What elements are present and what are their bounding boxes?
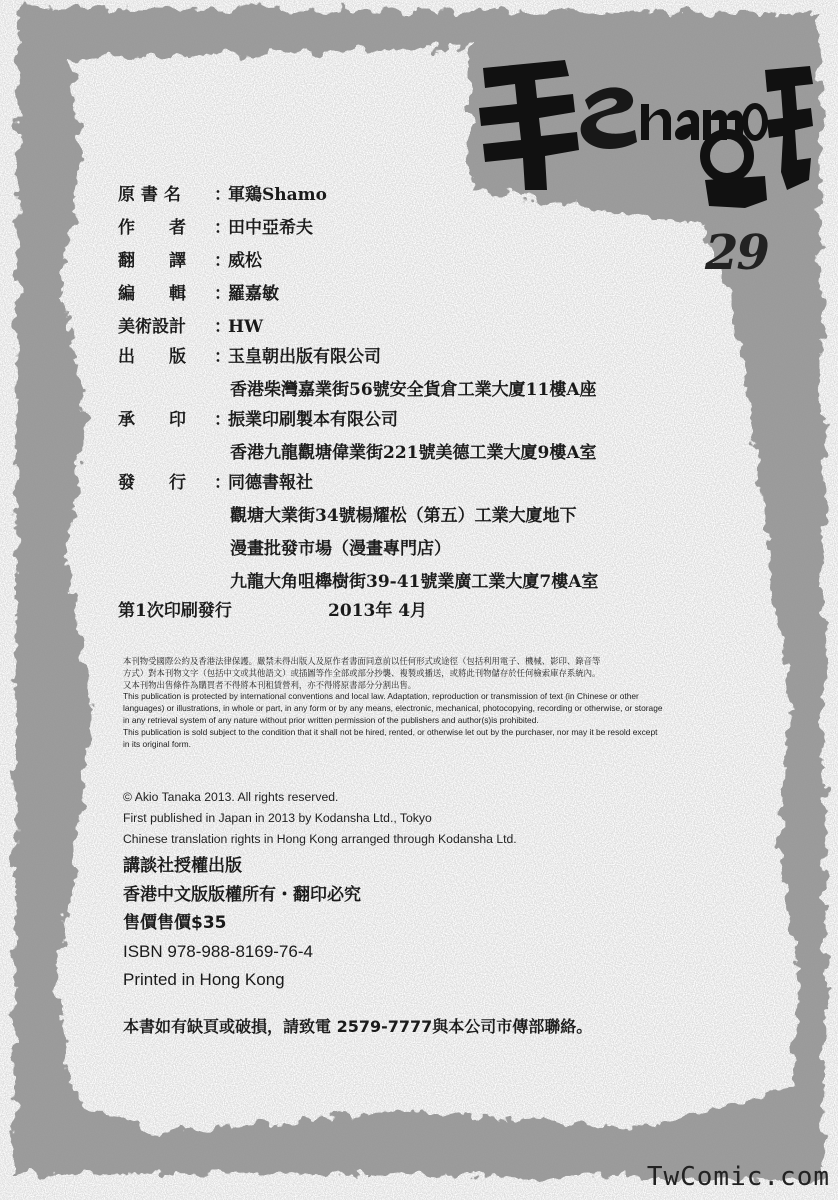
print-date: 2013年 4月 (328, 601, 428, 621)
publication-info (123, 852, 763, 995)
credit-colon: ： (214, 284, 231, 304)
address-text: 九龍大角咀櫸樹街39-41號業廣工業大廈7樓A室 (230, 572, 599, 592)
credit-value: 羅嘉敏 (228, 284, 279, 304)
credit-label: 美術設計 (118, 317, 186, 337)
copyright-block (123, 787, 763, 850)
credit-label: 承 印 (118, 410, 186, 430)
credit-colon: ： (214, 473, 231, 493)
credit-value: 田中亞希夫 (228, 218, 313, 238)
legal-line: 方式）對本刊物文字（包括中文或其他語文）或插圖等作全部或部分抄襲、複製或播送，或將此刊物儲存於任何檢索庫存系統內。 (123, 667, 601, 678)
credit-value: 威松 (228, 251, 262, 271)
legal-notice (123, 656, 773, 750)
legal-line: This publication is protected by international conventions and local law. Adaptation, reproduction or transmission of text (in Chinese or other (123, 691, 639, 702)
site-watermark: TwComic.com (646, 1162, 830, 1192)
rights-text: 香港中文版版權所有・翻印必究 (123, 884, 361, 905)
credit-value: 振業印刷製本有限公司 (228, 410, 398, 430)
credit-value: HW (228, 317, 264, 337)
first-print-label: 第1次印刷發行 (118, 601, 232, 621)
address-text: 漫畫批發市場（漫畫專門店） (230, 539, 451, 559)
credit-label: 出 版 (118, 347, 186, 367)
credit-label: 作 者 (118, 218, 186, 238)
credit-value: 同德書報社 (228, 473, 313, 493)
copyright-line: © Akio Tanaka 2013. All rights reserved. (123, 790, 339, 804)
legal-line: This publication is sold subject to the condition that it shall not be hired, rented, or otherwise let out by the purchaser, nor may it be resold except (123, 726, 658, 737)
credit-colon: ： (214, 251, 231, 271)
credit-colon: ： (214, 218, 231, 238)
address-text: 觀塘大業街34號楊耀松（第五）工業大廈地下 (230, 506, 577, 526)
credit-value: 玉皇朝出版有限公司 (228, 347, 381, 367)
credit-label: 編 輯 (118, 284, 186, 304)
address-text: 香港九龍觀塘偉業街221號美德工業大廈9樓A室 (230, 443, 597, 463)
legal-line: languages) or illustrations, in whole or part, in any form or by any means, electronic, mechanical, photocopying, recording or otherwise, or storage (123, 703, 663, 714)
damage-notice: 本書如有缺頁或破損，請致電 2579-7777與本公司市傳部聯絡。 (123, 1017, 593, 1036)
isbn-text: ISBN 978-988-8169-76-4 (123, 941, 313, 961)
credit-colon: ： (214, 347, 231, 367)
credit-value: 軍鶏Shamo (228, 185, 327, 205)
license-text: 講談社授權出版 (123, 856, 242, 876)
copyright-line: Chinese translation rights in Hong Kong arranged through Kodansha Ltd. (123, 832, 517, 846)
volume-number: 29 (705, 225, 768, 281)
credit-colon: ： (214, 410, 231, 430)
price-text: 售價售價$35 (123, 913, 227, 933)
legal-line: 又本刊物出售條件為購買者不得將本刊租賃營利，亦不得將原書部分分割出售。 (123, 679, 417, 690)
legal-line: 本刊物受國際公約及香港法律保護。嚴禁未得出版人及原作者書面同意前以任何形式或途徑（包括利用電子、機械、影印、錄音等 (123, 656, 601, 666)
shamo-logo (465, 40, 815, 220)
address-text: 香港柴灣嘉業街56號安全貨倉工業大廈11樓A座 (230, 380, 597, 400)
credit-colon: ： (214, 317, 231, 337)
credit-colon: ： (214, 185, 231, 205)
credit-label: 發 行 (118, 473, 186, 493)
printed-in-text: Printed in Hong Kong (123, 970, 285, 989)
copyright-line: First published in Japan in 2013 by Kodansha Ltd., Tokyo (123, 811, 432, 825)
credit-label: 翻 譯 (118, 251, 186, 271)
credit-label: 原 書 名 (118, 185, 181, 205)
legal-line: in its original form. (123, 738, 191, 749)
legal-line: in any retrieval system of any nature without prior written permission of the publishers and author(s)is prohibited. (123, 714, 539, 725)
